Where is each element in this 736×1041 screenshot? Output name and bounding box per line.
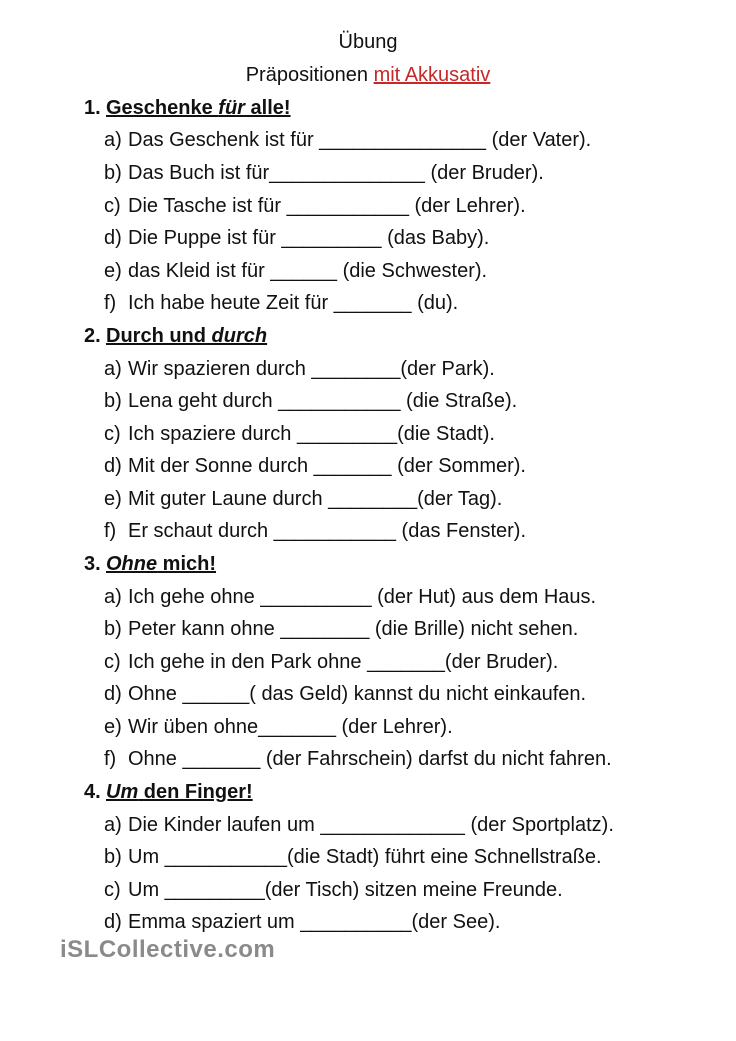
item-letter: f): [104, 292, 117, 314]
exercise-item: [104, 585, 596, 609]
site-watermark: iSLCollective.com: [60, 936, 276, 963]
item-letter: c): [104, 879, 121, 901]
subtitle-accent: mit Akkusativ: [373, 64, 491, 86]
exercise-item: [104, 519, 526, 543]
exercise-item: [104, 813, 614, 837]
exercise-item: [104, 259, 487, 283]
section-heading-1: [84, 96, 291, 120]
exercise-item: [104, 226, 489, 250]
exercise-item: [104, 747, 612, 771]
section-heading-4: [84, 780, 253, 804]
exercise-item: [104, 357, 495, 381]
section-heading-italic: durch: [211, 325, 268, 347]
section-number: 3.: [84, 553, 101, 575]
page-subtitle: [0, 63, 736, 87]
item-letter: e): [104, 488, 122, 510]
page-title: Übung: [338, 31, 398, 53]
section-number: 4.: [84, 781, 101, 803]
item-sentence: Wir spazieren durch ________(der Park).: [128, 358, 495, 380]
item-letter: c): [104, 423, 121, 445]
item-letter: d): [104, 683, 122, 705]
item-letter: b): [104, 390, 122, 412]
exercise-item: [104, 454, 526, 478]
exercise-item: [104, 715, 453, 739]
exercise-item: [104, 161, 544, 185]
item-letter: b): [104, 162, 122, 184]
item-sentence: Mit der Sonne durch _______ (der Sommer).: [128, 455, 526, 477]
section-heading-text: Durch und: [106, 325, 212, 347]
item-sentence: Peter kann ohne ________ (die Brille) nicht sehen.: [128, 618, 579, 640]
item-sentence: Ohne _______ (der Fahrschein) darfst du nicht fahren.: [128, 748, 612, 770]
item-sentence: Um _________(der Tisch) sitzen meine Freunde.: [128, 879, 563, 901]
item-sentence: Lena geht durch ___________ (die Straße).: [128, 390, 518, 412]
item-sentence: Die Kinder laufen um _____________ (der Sportplatz).: [128, 814, 614, 836]
subtitle-prefix: Präpositionen: [245, 64, 374, 86]
exercise-item: [104, 617, 578, 641]
item-sentence: Ich gehe ohne __________ (der Hut) aus dem Haus.: [128, 586, 597, 608]
exercise-item: [104, 910, 500, 934]
item-letter: b): [104, 618, 122, 640]
item-sentence: Die Tasche ist für ___________ (der Lehrer).: [128, 195, 526, 217]
exercise-item: [104, 291, 458, 315]
item-letter: d): [104, 455, 122, 477]
section-heading-text: Geschenke: [106, 97, 219, 119]
exercise-item: [104, 650, 558, 674]
item-letter: a): [104, 814, 122, 836]
item-letter: a): [104, 358, 122, 380]
item-letter: e): [104, 260, 122, 282]
item-sentence: Ich gehe in den Park ohne _______(der Bruder).: [128, 651, 559, 673]
item-letter: a): [104, 129, 122, 151]
item-sentence: Emma spaziert um __________(der See).: [128, 911, 501, 933]
item-letter: b): [104, 846, 122, 868]
item-sentence: das Kleid ist für ______ (die Schwester).: [128, 260, 488, 282]
section-number: 1.: [84, 97, 101, 119]
section-heading-text: alle!: [244, 97, 291, 119]
item-sentence: Die Puppe ist für _________ (das Baby).: [128, 227, 490, 249]
item-sentence: Ich spaziere durch _________(die Stadt).: [128, 423, 495, 445]
section-heading-italic: für: [218, 97, 245, 119]
section-heading-text: mich!: [157, 553, 217, 575]
exercise-item: [104, 878, 563, 902]
section-heading-2: [84, 324, 267, 348]
item-sentence: Er schaut durch ___________ (das Fenster).: [128, 520, 527, 542]
exercise-item: [104, 682, 586, 706]
item-sentence: Um ___________(die Stadt) führt eine Schnellstraße.: [128, 846, 602, 868]
exercise-item: [104, 845, 602, 869]
exercise-item: [104, 389, 517, 413]
section-heading-3: [84, 552, 216, 576]
item-letter: d): [104, 227, 122, 249]
item-letter: f): [104, 520, 117, 542]
item-letter: c): [104, 651, 121, 673]
exercise-item: [104, 128, 591, 152]
section-number: 2.: [84, 325, 101, 347]
item-sentence: Das Geschenk ist für _______________ (der Vater).: [128, 129, 592, 151]
item-sentence: Ohne ______( das Geld) kannst du nicht einkaufen.: [128, 683, 587, 705]
item-letter: c): [104, 195, 121, 217]
item-sentence: Ich habe heute Zeit für _______ (du).: [128, 292, 459, 314]
item-letter: d): [104, 911, 122, 933]
item-sentence: Mit guter Laune durch ________(der Tag).: [128, 488, 503, 510]
item-letter: f): [104, 748, 117, 770]
exercise-item: [104, 487, 502, 511]
exercise-item: [104, 194, 526, 218]
item-letter: a): [104, 586, 122, 608]
item-sentence: Das Buch ist für______________ (der Bruder).: [128, 162, 544, 184]
section-heading-text: den Finger!: [138, 781, 253, 803]
section-heading-italic: Um: [106, 781, 139, 803]
exercise-item: [104, 422, 495, 446]
item-letter: e): [104, 716, 122, 738]
section-heading-italic: Ohne: [106, 553, 158, 575]
item-sentence: Wir üben ohne_______ (der Lehrer).: [128, 716, 453, 738]
